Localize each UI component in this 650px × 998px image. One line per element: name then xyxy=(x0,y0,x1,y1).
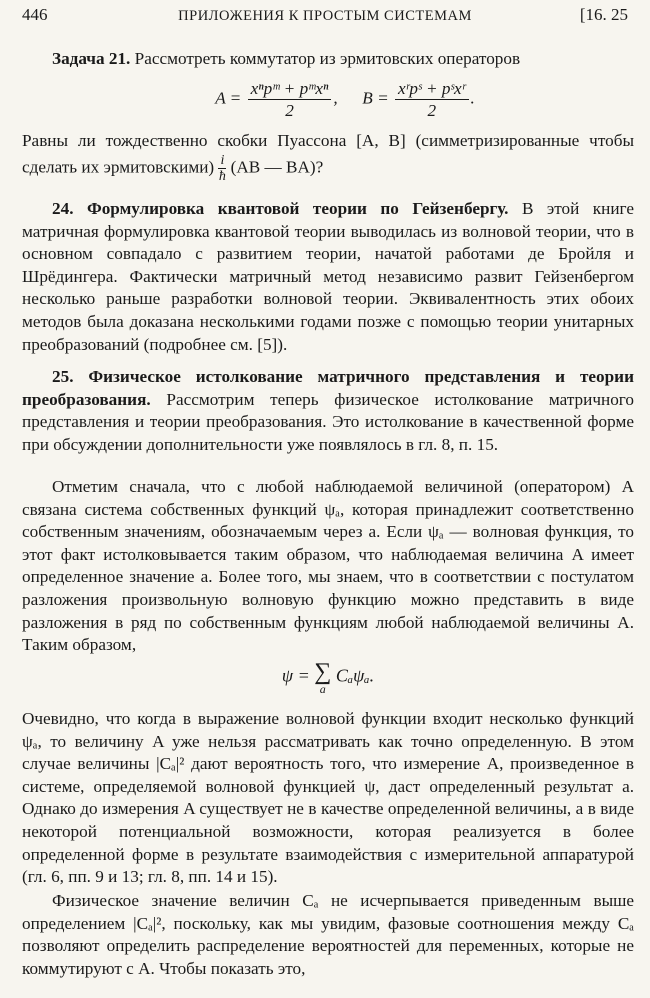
formula-b-lhs: B = xyxy=(362,88,389,108)
formula-b-denominator: 2 xyxy=(427,101,437,120)
section-reference: [16. 25 xyxy=(579,5,628,24)
paragraph-eigenfunctions xyxy=(22,476,634,657)
section-25-text: Рассмотрим теперь физическое истолкование матричного представления и теории преобразования. Это истолкование в качественной форме при обсуждении дополнительности уже появлялось в гл. 8, п. 15. xyxy=(22,389,634,454)
summation xyxy=(314,660,331,695)
paragraph-3-text: Физическое значение величин Cₐ не исчерпывается приведенным выше определением |Cₐ|², поскольку, как мы увидим, фазовые соотношения между Cₐ позволяют определить распределение вероятностей для переменных, которые не коммутируют с A. Чтобы показать это, xyxy=(22,891,634,978)
operator-formula xyxy=(22,78,634,124)
problem-21 xyxy=(22,48,634,71)
sigma-symbol: ∑ xyxy=(314,659,332,685)
problem-question xyxy=(22,128,634,184)
section-24-heading: 24. Формулировка квантовой теории по Гейзенбергу. xyxy=(52,199,509,218)
section-25 xyxy=(22,366,634,456)
running-head: ПРИЛОЖЕНИЯ К ПРОСТЫМ СИСТЕМАМ xyxy=(178,8,472,24)
formula-separator: , xyxy=(333,88,338,108)
formula-b-fraction xyxy=(395,78,469,121)
paragraph-phases xyxy=(22,890,634,980)
expansion-rhs: Cₐψₐ. xyxy=(335,665,375,686)
formula-a-lhs: A = xyxy=(215,88,242,108)
page-number: 446 xyxy=(22,5,48,24)
section-24-text: В этой книге матричная формулировка квантовой теории выводилась из волновой теории, что в основном совпадало с развитием теории, начатой работами де Бройля и Шрёдингера. Фактически матричный метод независимо развит Гейзенбергом несколько раньше разработки волновой теории. Эквивалентность этих обоих методов была доказана несколькими годами позже с помощью теории унитарных преобразований (подробнее см. [5]). xyxy=(22,199,634,354)
problem-text: Рассмотреть коммутатор из эрмитовских операторов xyxy=(130,49,521,68)
formula-a-denominator: 2 xyxy=(285,101,294,120)
paragraph-1-text: Отметим сначала, что с любой наблюдаемой величиной (оператором) A связана система собственных функций ψₐ, которая принадлежит соответственно собственным значениям, обозначаемым через a. Если ψₐ — волновая функция, то этот факт истолковывается таким образом, что наблюдаемая величина A имеет определенное значение a. Более того, мы знаем, что в соответствии с постулатом разложения произвольную волновую функцию можно представить в виде разложения в ряд по собственным функциям любой наблюдаемой величины A. Таким образом, xyxy=(22,477,634,655)
formula-a-numerator: xⁿpᵐ + pᵐxⁿ xyxy=(248,78,332,100)
formula-a-fraction xyxy=(248,78,332,121)
paragraph-2-text: Очевидно, что когда в выражение волновой функции входит несколько функций ψₐ, то величину A уже нельзя рассматривать как точно определенную. В этом случае величины |Cₐ|² дают вероятность того, что измерение A, произведенное в системе, определяемой волновой функцией ψ, даст определенный результат a. Однако до измерения A существует не в качестве определенной величины, а в виде некоторой потенциальной возможности, которая реализуется в более определенной форме в результате взаимодействия с измерительной аппаратурой (гл. 6, пп. 9 и 13; гл. 8, пп. 14 и 15). xyxy=(22,709,634,887)
question-commutator: (AB — BA)? xyxy=(230,157,324,177)
i-over-hbar xyxy=(218,153,226,184)
formula-end: . xyxy=(470,88,475,108)
problem-title: Задача 21. xyxy=(52,49,131,68)
summation-index: a xyxy=(319,682,326,696)
formula-b-numerator: xʳpˢ + pˢxʳ xyxy=(395,78,469,100)
i-numerator: i xyxy=(220,153,225,168)
question-text: Равны ли тождественно скобки Пуассона [A, B] (симметризированные чтобы сделать их эрмитовскими) xyxy=(22,131,634,177)
section-24 xyxy=(22,198,634,356)
expansion-formula xyxy=(22,660,634,700)
paragraph-probability xyxy=(22,708,634,889)
section-25-heading: 25. Физическое истолкование матричного представления и теории преобразования. xyxy=(22,367,634,409)
hbar-denominator: ħ xyxy=(218,169,226,184)
page-header xyxy=(22,4,628,30)
expansion-lhs: ψ = xyxy=(281,665,310,686)
